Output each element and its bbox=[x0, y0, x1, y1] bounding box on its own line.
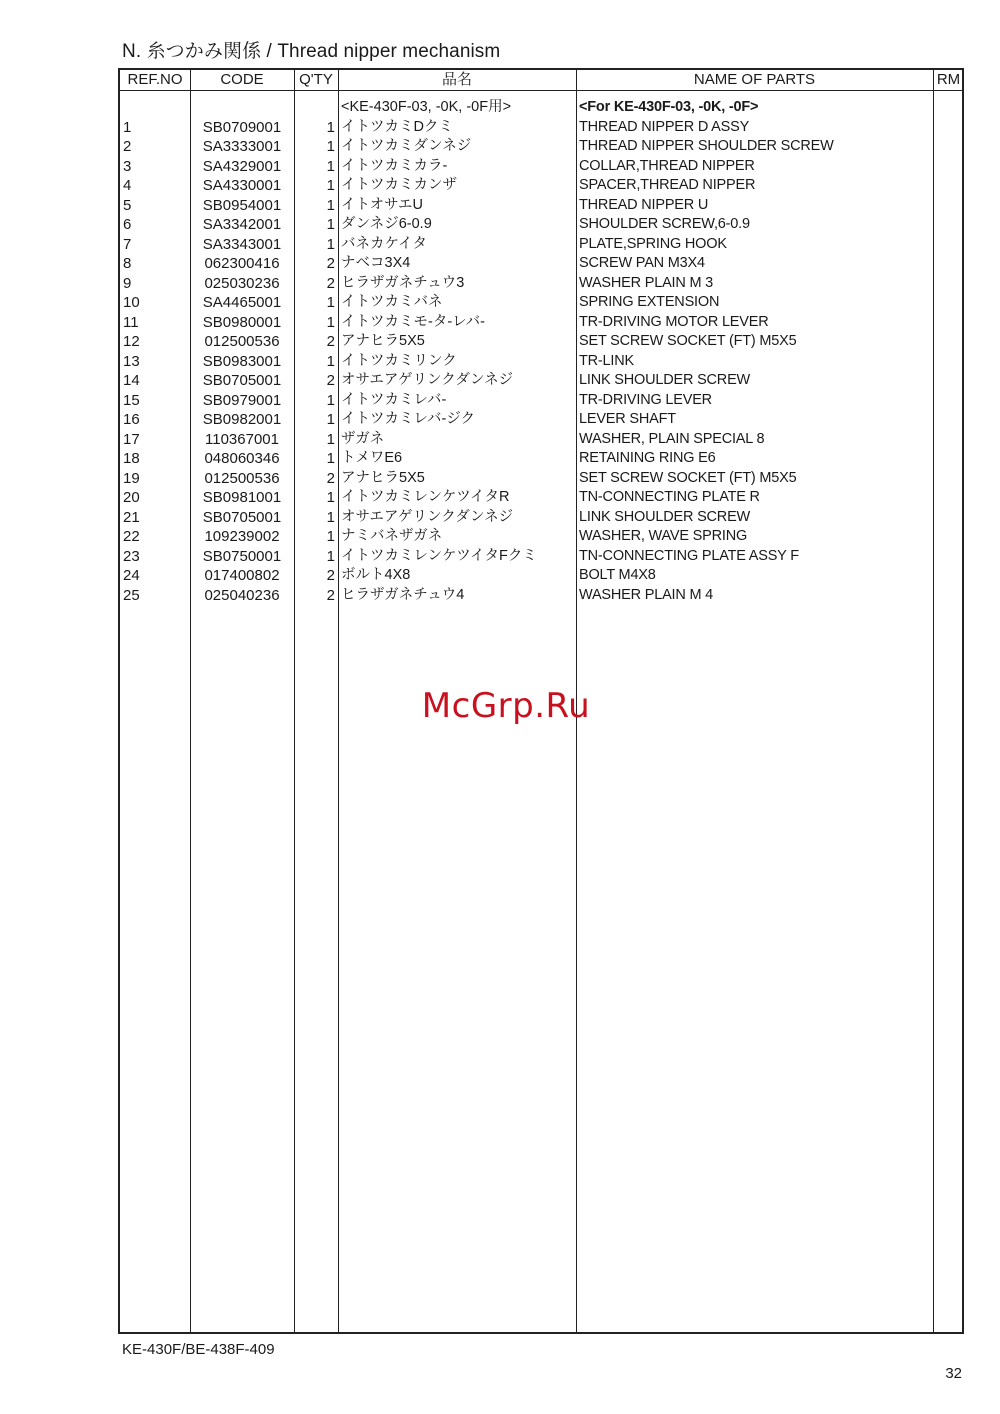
table-row bbox=[120, 527, 962, 547]
code-cell: SA3343001 bbox=[202, 235, 282, 253]
jp-name-cell: イトツカミダンネジ bbox=[341, 138, 472, 154]
qty-cell: 2 bbox=[326, 567, 335, 584]
code-cell: SA4329001 bbox=[202, 157, 282, 175]
ref-cell: 22 bbox=[123, 528, 140, 545]
jp-name-cell: トメワE6 bbox=[341, 450, 403, 466]
qty-cell: 1 bbox=[326, 547, 335, 565]
jp-name-cell: ボルト4X8 bbox=[341, 567, 411, 583]
table-row bbox=[120, 332, 962, 352]
jp-name-cell: バネカケイタ bbox=[341, 235, 427, 252]
table-row bbox=[120, 254, 962, 274]
ref-cell: 14 bbox=[123, 372, 140, 389]
table-row bbox=[120, 410, 962, 430]
table-row bbox=[120, 371, 962, 391]
jp-name-cell: イトツカミバネ bbox=[341, 294, 443, 310]
code-cell: 025040236 bbox=[204, 586, 280, 604]
jp-name-cell: オサエアゲリンクダンネジ bbox=[341, 508, 514, 525]
code-cell: SB0981001 bbox=[202, 489, 282, 506]
jp-name-cell: イトオサエU bbox=[341, 196, 423, 213]
code-cell: 110367001 bbox=[205, 430, 279, 448]
ref-cell: 5 bbox=[123, 196, 132, 214]
ref-cell: 15 bbox=[123, 391, 140, 409]
jp-name-cell: ヒラザガネチュウ4 bbox=[341, 586, 465, 603]
qty-cell: 1 bbox=[326, 528, 335, 545]
table-row bbox=[120, 488, 962, 508]
table-row bbox=[120, 430, 962, 450]
code-cell: 012500536 bbox=[204, 469, 280, 487]
ref-cell: 13 bbox=[123, 352, 140, 370]
qty-cell: 2 bbox=[326, 274, 335, 292]
table-row bbox=[120, 118, 962, 138]
header-ref: REF.NO bbox=[127, 71, 183, 88]
qty-cell: 1 bbox=[326, 294, 335, 311]
jp-name-cell: イトツカミレンケツイタR bbox=[341, 489, 510, 505]
jp-name-cell: イトツカミレバ- bbox=[341, 391, 447, 408]
part-name-cell: TR-DRIVING LEVER bbox=[579, 391, 712, 408]
table-row bbox=[120, 508, 962, 528]
ref-cell: 19 bbox=[123, 469, 140, 487]
table-row bbox=[120, 547, 962, 567]
table-row bbox=[120, 586, 962, 606]
code-cell: 012500536 bbox=[204, 333, 280, 350]
table-row bbox=[120, 176, 962, 196]
jp-name-cell: イトツカミモ-タ-レバ- bbox=[341, 313, 485, 330]
header-divider bbox=[120, 90, 962, 91]
table-row bbox=[120, 313, 962, 333]
table-row bbox=[120, 157, 962, 177]
part-name-cell: RETAINING RING E6 bbox=[579, 450, 716, 466]
ref-cell: 17 bbox=[123, 430, 140, 448]
ref-cell: 21 bbox=[123, 508, 140, 526]
qty-cell: 1 bbox=[326, 216, 335, 233]
code-cell: SB0980001 bbox=[202, 313, 282, 331]
jp-name-cell: イトツカミレバ-ジク bbox=[341, 411, 476, 427]
code-cell: SB0709001 bbox=[202, 118, 282, 136]
part-name-cell: SET SCREW SOCKET (FT) M5X5 bbox=[579, 333, 797, 349]
table-row bbox=[120, 196, 962, 216]
qty-cell: 1 bbox=[326, 508, 335, 526]
group-note-jp: <KE-430F-03, -0K, -0F用> bbox=[341, 99, 512, 115]
qty-cell: 1 bbox=[326, 489, 335, 506]
part-name-cell: LEVER SHAFT bbox=[579, 411, 676, 427]
table-row bbox=[120, 215, 962, 235]
code-cell: SA4465001 bbox=[202, 294, 282, 311]
code-cell: 048060346 bbox=[204, 450, 280, 467]
table-row bbox=[120, 274, 962, 294]
code-cell: 025030236 bbox=[204, 274, 280, 292]
ref-cell: 3 bbox=[123, 157, 132, 175]
jp-name-cell: アナヒラ5X5 bbox=[341, 333, 425, 349]
ref-cell: 8 bbox=[123, 255, 132, 272]
ref-cell: 2 bbox=[123, 138, 132, 155]
ref-cell: 16 bbox=[123, 411, 140, 428]
ref-cell: 18 bbox=[123, 450, 140, 467]
header-name-of-parts: NAME OF PARTS bbox=[693, 71, 816, 88]
code-cell: SA3342001 bbox=[202, 216, 282, 233]
code-cell: SA3333001 bbox=[202, 138, 282, 155]
code-cell: 062300416 bbox=[204, 255, 280, 272]
table-row bbox=[120, 293, 962, 313]
qty-cell: 2 bbox=[326, 372, 335, 389]
page-number: 32 bbox=[945, 1365, 962, 1382]
qty-cell: 2 bbox=[326, 586, 335, 604]
jp-name-cell: イトツカミカンザ bbox=[341, 177, 457, 193]
qty-cell: 2 bbox=[326, 255, 335, 272]
header-rm: RM bbox=[936, 71, 961, 88]
ref-cell: 20 bbox=[123, 489, 140, 506]
table-row bbox=[120, 137, 962, 157]
jp-name-cell: イトツカミレンケツイタFクミ bbox=[341, 547, 537, 564]
jp-name-cell: アナヒラ5X5 bbox=[341, 469, 425, 486]
table-row bbox=[120, 235, 962, 255]
part-name-cell: WASHER PLAIN M 4 bbox=[579, 586, 714, 603]
part-name-cell: WASHER, WAVE SPRING bbox=[579, 528, 748, 544]
group-note-row bbox=[120, 98, 962, 118]
header-japanese-name: 品名 bbox=[441, 71, 472, 88]
qty-cell: 2 bbox=[326, 469, 335, 487]
ref-cell: 12 bbox=[123, 333, 140, 350]
qty-cell: 1 bbox=[326, 430, 335, 448]
qty-cell: 1 bbox=[326, 313, 335, 331]
part-name-cell: TR-LINK bbox=[579, 352, 634, 369]
parts-rows bbox=[120, 98, 962, 605]
code-cell: SB0982001 bbox=[202, 411, 282, 428]
code-cell: SB0705001 bbox=[202, 372, 282, 389]
part-name-cell: LINK SHOULDER SCREW bbox=[579, 372, 751, 388]
group-note-en: <For KE-430F-03, -0K, -0F> bbox=[579, 99, 759, 115]
jp-name-cell: ナミバネザガネ bbox=[341, 528, 443, 544]
ref-cell: 10 bbox=[123, 294, 140, 311]
part-name-cell: THREAD NIPPER SHOULDER SCREW bbox=[579, 138, 834, 154]
part-name-cell: SCREW PAN M3X4 bbox=[579, 255, 705, 271]
jp-name-cell: ナベコ3X4 bbox=[341, 255, 411, 271]
code-cell: 017400802 bbox=[204, 567, 280, 584]
part-name-cell: LINK SHOULDER SCREW bbox=[579, 508, 751, 525]
code-cell: 109239002 bbox=[204, 528, 280, 545]
qty-cell: 1 bbox=[326, 391, 335, 409]
qty-cell: 1 bbox=[326, 138, 335, 155]
qty-cell: 1 bbox=[326, 411, 335, 428]
jp-name-cell: イトツカミリンク bbox=[341, 352, 457, 369]
code-cell: SA4330001 bbox=[202, 177, 282, 194]
table-row bbox=[120, 449, 962, 469]
part-name-cell: SET SCREW SOCKET (FT) M5X5 bbox=[579, 469, 797, 486]
part-name-cell: THREAD NIPPER U bbox=[579, 196, 709, 213]
table-row bbox=[120, 566, 962, 586]
ref-cell: 9 bbox=[123, 274, 132, 292]
part-name-cell: WASHER, PLAIN SPECIAL 8 bbox=[579, 430, 765, 447]
table-row bbox=[120, 352, 962, 372]
part-name-cell: TN-CONNECTING PLATE R bbox=[579, 489, 760, 505]
watermark: McGrp.Ru bbox=[421, 686, 591, 726]
jp-name-cell: イトツカミDクミ bbox=[341, 118, 453, 135]
jp-name-cell: イトツカミカラ- bbox=[341, 157, 448, 174]
page-title: N. 糸つかみ関係 / Thread nipper mechanism bbox=[122, 41, 501, 62]
jp-name-cell: ヒラザガネチュウ3 bbox=[341, 274, 465, 291]
ref-cell: 7 bbox=[123, 235, 132, 253]
qty-cell: 1 bbox=[326, 352, 335, 370]
ref-cell: 11 bbox=[123, 313, 139, 331]
part-name-cell: WASHER PLAIN M 3 bbox=[579, 274, 714, 291]
jp-name-cell: ダンネジ6-0.9 bbox=[341, 216, 432, 232]
part-name-cell: TN-CONNECTING PLATE ASSY F bbox=[579, 547, 799, 564]
footer-model: KE-430F/BE-438F-409 bbox=[122, 1341, 275, 1358]
part-name-cell: THREAD NIPPER D ASSY bbox=[579, 118, 750, 135]
code-cell: SB0750001 bbox=[202, 547, 282, 565]
header-qty: Q'TY bbox=[299, 71, 333, 88]
qty-cell: 1 bbox=[326, 450, 335, 467]
jp-name-cell: ザガネ bbox=[341, 430, 385, 447]
qty-cell: 1 bbox=[326, 196, 335, 214]
part-name-cell: BOLT M4X8 bbox=[579, 567, 656, 583]
ref-cell: 24 bbox=[123, 567, 140, 584]
ref-cell: 1 bbox=[123, 118, 132, 136]
table-row bbox=[120, 391, 962, 411]
table-row bbox=[120, 469, 962, 489]
ref-cell: 25 bbox=[123, 586, 140, 604]
part-name-cell: COLLAR,THREAD NIPPER bbox=[579, 157, 755, 174]
part-name-cell: SHOULDER SCREW,6-0.9 bbox=[579, 216, 750, 232]
qty-cell: 2 bbox=[326, 333, 335, 350]
qty-cell: 1 bbox=[326, 118, 335, 136]
ref-cell: 23 bbox=[123, 547, 140, 565]
part-name-cell: SPACER,THREAD NIPPER bbox=[579, 177, 756, 193]
qty-cell: 1 bbox=[326, 157, 335, 175]
qty-cell: 1 bbox=[326, 177, 335, 194]
code-cell: SB0983001 bbox=[202, 352, 282, 370]
qty-cell: 1 bbox=[326, 235, 335, 253]
code-cell: SB0705001 bbox=[202, 508, 282, 526]
jp-name-cell: オサエアゲリンクダンネジ bbox=[341, 372, 514, 388]
part-name-cell: PLATE,SPRING HOOK bbox=[579, 235, 727, 252]
part-name-cell: TR-DRIVING MOTOR LEVER bbox=[579, 313, 769, 330]
ref-cell: 4 bbox=[123, 177, 132, 194]
code-cell: SB0954001 bbox=[202, 196, 282, 214]
part-name-cell: SPRING EXTENSION bbox=[579, 294, 720, 310]
code-cell: SB0979001 bbox=[202, 391, 282, 409]
header-code: CODE bbox=[220, 71, 264, 88]
ref-cell: 6 bbox=[123, 216, 132, 233]
